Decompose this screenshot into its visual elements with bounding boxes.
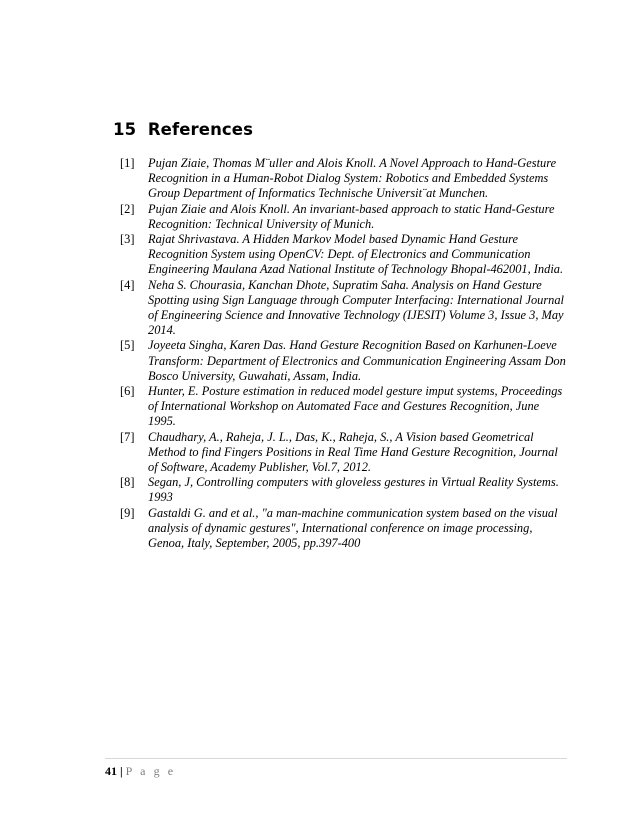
reference-text: Chaudhary, A., Raheja, J. L., Das, K., Raheja, S., A Vision based Geometrical Method to find Fingers Positions in Real Time Hand Gesture Recognition, Journal of Software, Academy Publisher, Vol.7, 2012. — [148, 429, 558, 475]
reference-number: [8] — [120, 475, 135, 490]
reference-item — [120, 278, 570, 339]
reference-text: Joyeeta Singha, Karen Das. Hand Gesture Recognition Based on Karhunen-Loeve Transform: Department of Electronics and Communication Engineering Assam Don Bosco University, Guwahati, Assam, India. — [148, 338, 566, 383]
reference-item — [120, 506, 570, 552]
page-label: P a g e — [125, 764, 176, 778]
reference-number: [1] — [120, 156, 135, 170]
reference-list — [120, 156, 570, 551]
section-heading — [113, 120, 253, 139]
reference-text: Pujan Ziaie and Alois Knoll. An invariant-based approach to static Hand-Gesture Recognition: Technical University of Munich. — [148, 201, 555, 231]
reference-number: [2] — [120, 201, 135, 216]
reference-item — [120, 202, 570, 232]
reference-number: [7] — [120, 429, 135, 444]
reference-item — [120, 430, 570, 476]
reference-item — [120, 475, 570, 505]
reference-item — [120, 232, 570, 278]
reference-item — [120, 338, 570, 384]
reference-item — [120, 156, 570, 202]
reference-text: Hunter, E. Posture estimation in reduced model gesture imput systems, Proceedings of International Workshop on Automated Face and Gestures Recognition, June 1995. — [148, 384, 563, 429]
reference-number: [9] — [120, 505, 135, 520]
page-number: 41 — [105, 764, 117, 778]
reference-number: [3] — [120, 232, 135, 247]
reference-number: [4] — [120, 277, 135, 292]
reference-item — [120, 384, 570, 430]
reference-text: Rajat Shrivastava. A Hidden Markov Model based Dynamic Hand Gesture Recognition System using OpenCV: Dept. of Electronics and Communication Engineering Maulana Azad National Institute of Technology Bhopal-462001, India. — [148, 232, 564, 277]
section-title: References — [147, 120, 254, 139]
reference-text: Segan, J, Controlling computers with gloveless gestures in Virtual Reality Systems. 1993 — [148, 475, 559, 505]
reference-text: Neha S. Chourasia, Kanchan Dhote, Supratim Saha. Analysis on Hand Gesture Spotting using Sign Language through Computer Interfacing: International Journal of Engineering Science and Innovative Technology (IJESIT) Volume 3, Issue 3, May 2014. — [148, 277, 564, 338]
reference-number: [5] — [120, 338, 135, 353]
reference-number: [6] — [120, 384, 135, 399]
page-footer — [105, 758, 567, 785]
reference-text: Pujan Ziaie, Thomas M¨uller and Alois Knoll. A Novel Approach to Hand-Gesture Recognition in a Human-Robot Dialog System: Robotics and Embedded Systems Group Department of Informatics Technische Universit¨at Munchen. — [148, 156, 557, 201]
footer-text — [105, 764, 176, 779]
section-number: 15 — [113, 120, 137, 139]
reference-text: Gastaldi G. and et al., "a man-machine communication system based on the visual analysis of dynamic gestures", International conference on image processing, Genoa, Italy, September, 2005, pp.397-400 — [148, 505, 558, 551]
page-separator: | — [120, 764, 123, 778]
